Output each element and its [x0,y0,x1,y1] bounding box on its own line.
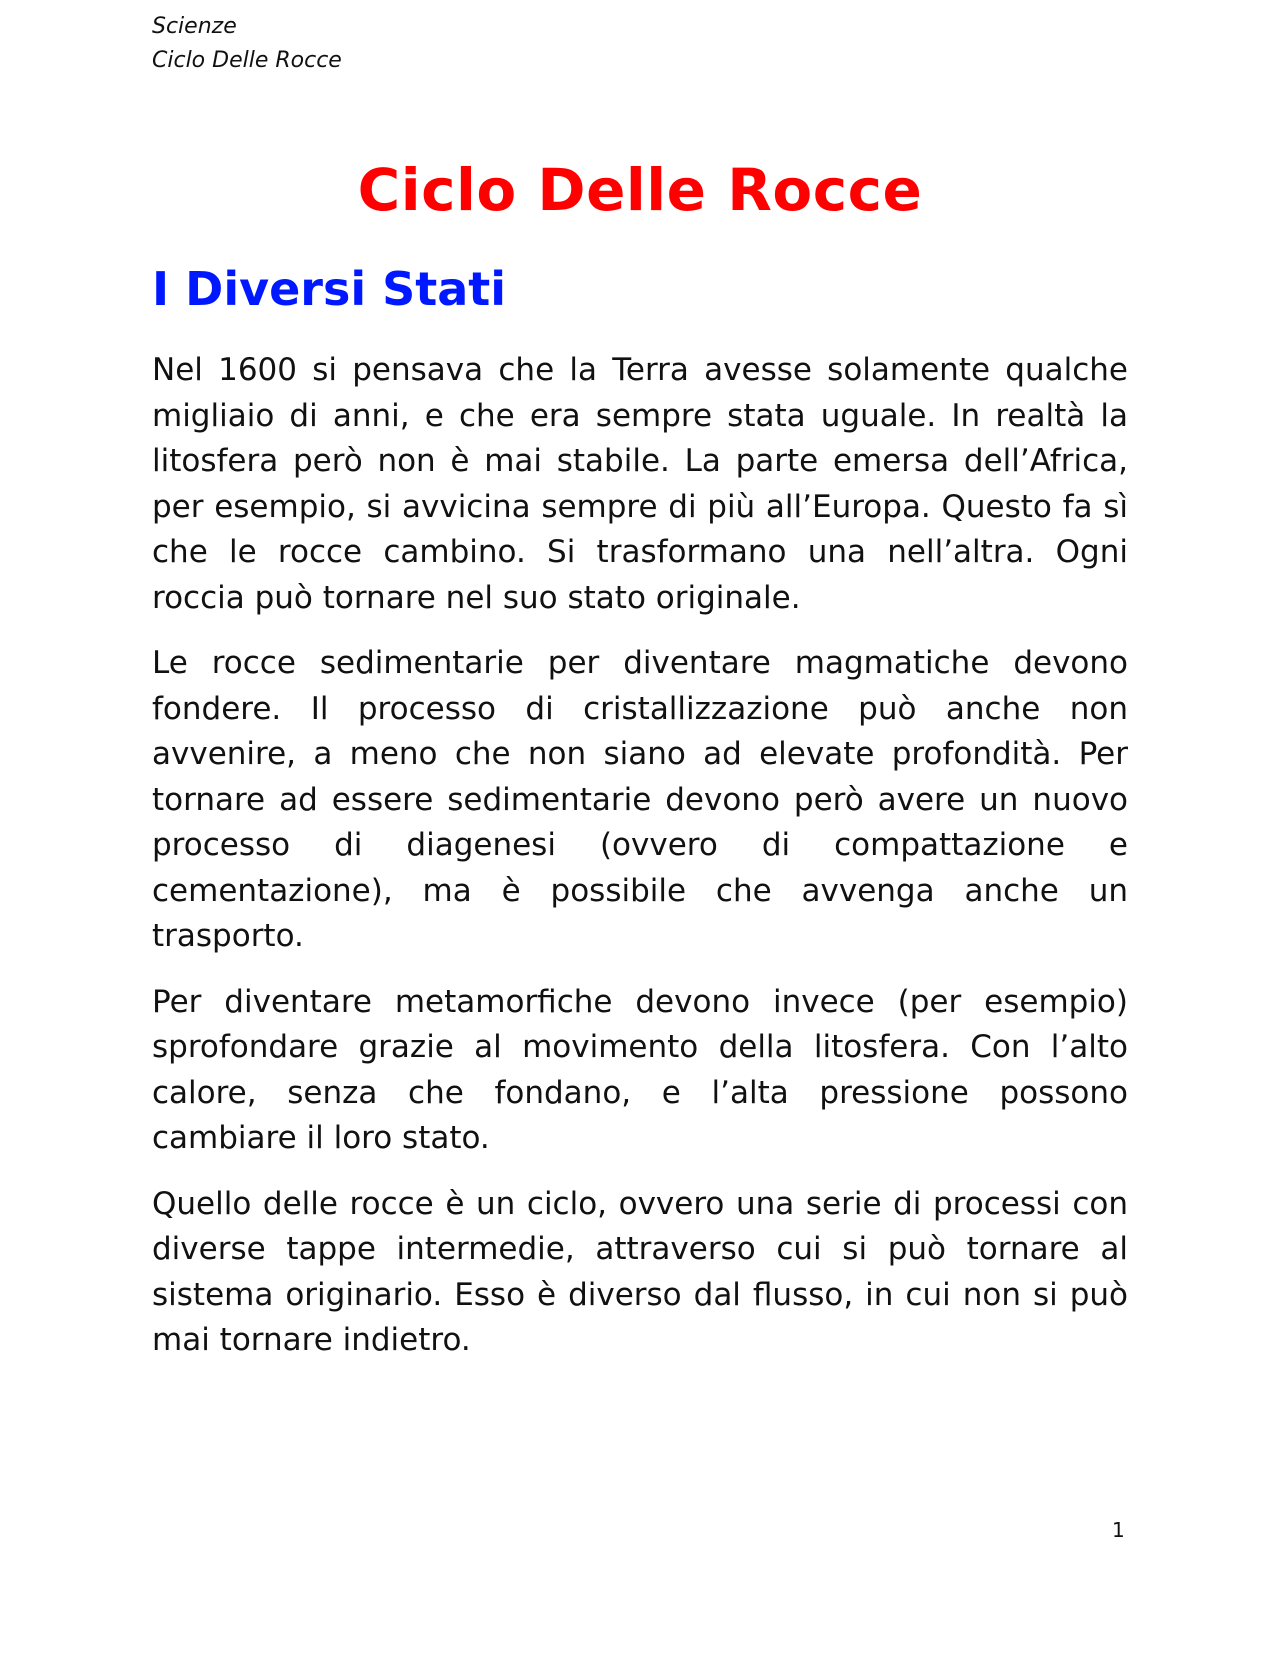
page-number: 1 [1112,1518,1125,1542]
header-subject: Scienze [152,14,237,39]
paragraph-1: Nel 1600 si pensava che la Terra avesse solamente qualche migliaio di anni, e che era sempre stata uguale. In realtà la litosfera però non è mai stabile. La parte emersa dell’Africa, per esempio, si avvicina sempre di più all’Europa. Questo fa sì che le rocce cambino. Si trasformano una nell’altra. Ogni roccia può tornare nel suo stato originale. [152,352,1128,616]
section-heading: I Diversi Stati [152,262,507,316]
header-topic: Ciclo Delle Rocce [152,48,342,73]
document-body [152,348,1128,1384]
page-header [152,10,342,78]
paragraph-2: Le rocce sedimentarie per diventare magmatiche devono fondere. Il processo di cristallizzazione può anche non avvenire, a meno che non siano ad elevate profondità. Per tornare ad essere sedimentarie devono però avere un nuovo processo di diagenesi (ovvero di compattazione e cementazione), ma è possibile che avvenga anche un trasporto. [152,645,1128,954]
paragraph-3: Per diventare metamorfiche devono invece (per esempio) sprofondare grazie al movimento della litosfera. Con l’alto calore, senza che fondano, e l’alta pressione possono cambiare il loro stato. [152,983,1128,1156]
document-title: Ciclo Delle Rocce [357,156,923,224]
paragraph-4: Quello delle rocce è un ciclo, ovvero una serie di processi con diverse tappe intermedie, attraverso cui si può tornare al sistema originario. Esso è diverso dal flusso, in cui non si può mai tornare indietro. [152,1185,1128,1358]
